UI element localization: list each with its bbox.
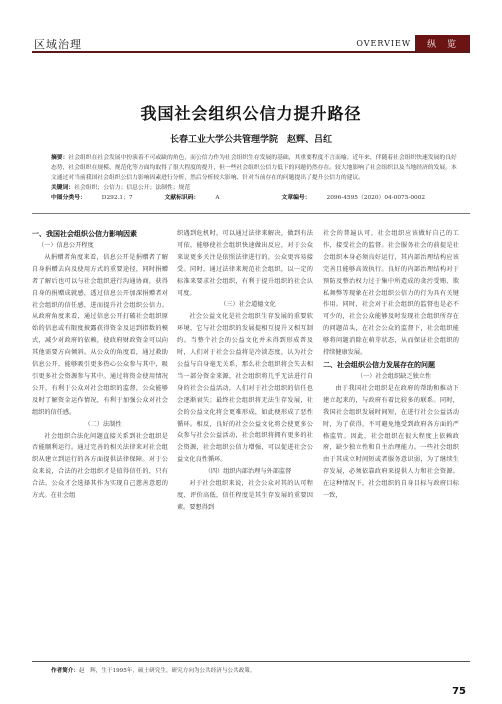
keywords — [51, 183, 461, 193]
section-heading: 二、社会组织公信力发展存在的问题 — [323, 360, 435, 369]
article-authors: 长春工业大学公共管理学院 赵辉、吕红 — [169, 135, 332, 145]
subsection-heading: （二）法制性 — [84, 420, 122, 428]
paragraph: 由于我国社会组织是在政府的帮助和推动下建立起来的，与政府有着比较多的联系。同时，我国社会组织发展时间短，在进行社会公益活动时，为了获得，不可避免地受到政府各方面的严格监管。因此，社会组织在很大程度上依赖政府，缺少独立性和自主治理能力。一些社会组织由于其成立时间短或者服务意识弱，为了继续生存发展，必须依靠政府来提供人力和社会资源。在这种情况下，社会组织的自身目标与政府目标一致， — [323, 384, 459, 500]
paragraph: 织遇到危机时，可以通过法律来解决，做到有法可依，能够使社会组织快速做出反应，对于公众来说更多关注是依照法律进行的，公众更容易接受。同时，通过法律来规范社会组织，以一定的标准来要求社会组织，有利于提升组织的社会认可度。 — [177, 230, 313, 297]
article-no-value: 2096-4595（2020）04-0075-0002 — [326, 195, 426, 201]
overview-banner — [356, 35, 470, 52]
doc-code-label: 文献标识码： — [164, 195, 200, 201]
page-number: 75 — [452, 686, 466, 697]
doc-code-value: A — [215, 195, 220, 201]
subsection-heading: （一）信息公开程度 — [38, 242, 94, 249]
subsection-heading: （一）社会组织缺乏独立性 — [356, 372, 432, 380]
paragraph: 社会的普遍认可，社会组织应该做好自己的工作，接受社会的监督。社会服务社会的前提是社会组织本身必须良好运行，其内部治理结构应该完善且能够高效执行。良好的内部治理结构对于预防及整治权力过于集中所造成的贪污受贿、欺私舞弊等现象在社会组织公信力的行为具有关键作用。同时，社会对于社会组织的监督也是必不可少的，社会公众能够及时发现社会组织所存在的问题苗头，在社会公众的监督下，社会组织能够将问题消除在萌芽状态，从而保证社会组织的持续健康发展。 — [323, 230, 459, 357]
clc-label: 中图分类号： — [51, 195, 86, 201]
paragraph: 从捐赠者角度来看，信息公开是捐赠者了解自身捐赠去向及使用方式的重要途径，同时捐赠者了解后也可以与社会组织进行沟通协商，获得自身的捐赠成就感，透过信息公开加深捐赠者对社会组织的信任感，进而提升社会组织公信力。从政府角度来看，通过信息公开打破社会组织原始的信息或有限度披露获得资金及运到指数的模式，减少对政府的依赖，使政府财政资金可以向其他需要方向倾斜。从公众的角度看，通过救助信息公开，能够吸引更多热心公众参与其中，吸引更多社会资源参与其中。通过将资金使用情况公开，有利于公众对社会组织的监督，公众能够及时了解资金运作情况，有利于加强公众对社会组织的信任感。 — [32, 253, 168, 416]
paragraph: 社会组织合法化问题直接关系到社会组织是否能顺利运行。通过完善的相关法律来对社会组织从建立到运行的各方面提供法律保障。对于公众来说，合法的社会组织才是值得信任的，只有合法，公众才会选择其作为实现自己慈善意愿的方式。在社会组 — [32, 432, 168, 500]
header-rule — [32, 51, 470, 53]
column-1 — [32, 228, 168, 502]
overview-en: OVERVIEW — [356, 39, 412, 48]
classification-row — [51, 193, 461, 203]
author-note-text: 赵 辉，生于1995年，硕士研究生，研究方向为公共经济与公共政策。 — [78, 668, 256, 674]
keywords-label: 关键词： — [51, 185, 75, 191]
article-title: 我国社会组织公信力提升路径 — [140, 104, 362, 123]
clc-value: D292.1；7 — [101, 195, 133, 201]
column-2 — [177, 228, 313, 514]
paragraph: 对于社会组织来说，社会公众对其的认可程度、评价高低，信任程度是其生存发展的重要因素。要想得到 — [177, 480, 313, 511]
article-no-label: 文章编号： — [281, 195, 311, 201]
paragraph: 社会公益文化是社会组织生存发展的重要软环境，它与社会组织的发展提相互提升又相互制约。当整个社会的公益文化并未得到形成普及时，人们对于社会公益将是冷淡态度，认为社会公益与自身毫无关系，那么社会组织将会失去相当一部分资金来源，社会组织将几乎无法进行自身的社会公益活动，人们对于社会组织的信任也会逐渐衰失；最终社会组织将无法生存发展，社会的公益文化将会更难形成，如此便形成了恶性循环。相反，良好的社会公益文化将会使更多公众参与社会公益活动，社会组织将拥有更多的社会资源，社会组织公信力增强，可以促进社会公益文化良性循环。 — [177, 313, 313, 464]
doc-code — [165, 193, 236, 203]
abstract-label: 摘要： — [51, 155, 69, 161]
section-heading: 一、我国社会组织公信力影响因素 — [32, 230, 137, 238]
author-footnote — [51, 666, 255, 674]
meta-divider — [32, 213, 470, 214]
subsection-heading: （三）社会道德文化 — [220, 301, 276, 309]
clc — [51, 193, 149, 203]
subsection-heading: （四）组织内部治理与外部监督 — [204, 468, 292, 476]
author-note-label: 作者简介： — [51, 668, 79, 674]
abstract-text: 社会组织在社会发展中扮演着不可或缺的角色，而公信力作为社会组织生存发展的基础，其重要程度不言而喻。近年来，伴随着社会组织快速发展的良好态势，社会组织在规模、规范化等方面均取得了很大程度的提升，但一些社会组织公信力低下的问题仍然存在。较大地影响了社会组织以及当地经济的发展。本文通过对当前我国社会组织公信力影响因素进行分析，然后分析较大影响、针对当前存在的问题提出了提升公信力的建议。 — [51, 155, 457, 181]
section-label: 区域治理 — [34, 38, 82, 51]
overview-tag: 纵 览 — [415, 35, 470, 52]
article-meta — [51, 153, 461, 203]
footer-rule — [32, 661, 470, 662]
article-no — [282, 193, 442, 203]
column-3 — [323, 228, 459, 502]
keywords-text: 社会组织；公信力；信息公开；法制性；规范 — [74, 185, 191, 191]
abstract — [51, 153, 461, 183]
